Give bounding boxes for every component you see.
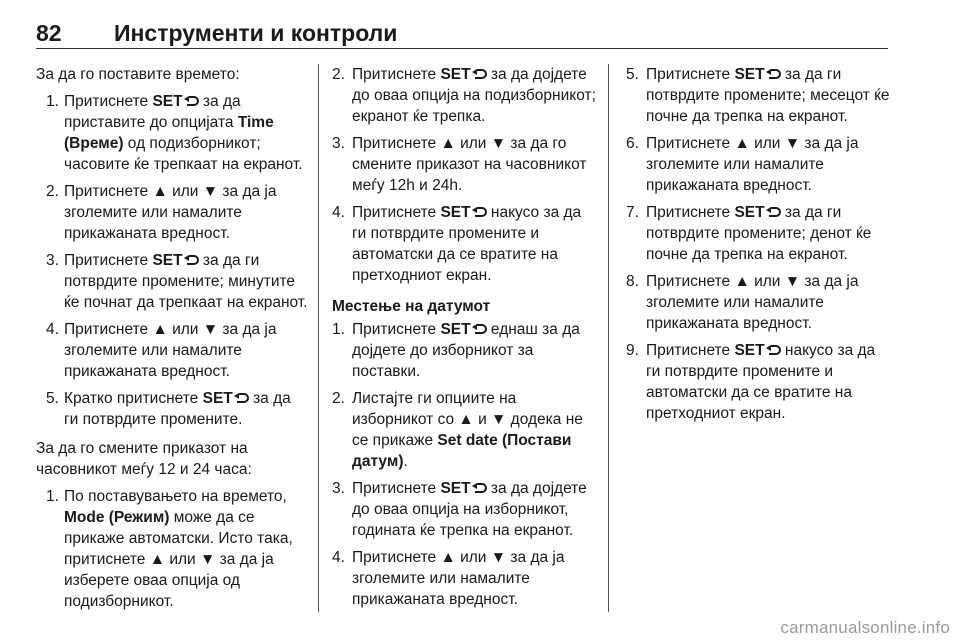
list-item — [332, 319, 598, 382]
step-text: Листајте ги опциите на изборникот со ▲ и ▼ додека не се прикаже — [352, 390, 583, 449]
step-text: Притиснете ▲ или ▼ за да ја зголемите или намалите прикажаната вредност. — [64, 321, 277, 380]
step-list — [36, 91, 308, 430]
step-number: 1. — [46, 93, 59, 110]
column-1 — [36, 64, 308, 620]
step-text: накусо за да ги потврдите промените и автоматски да се вратите на претходниот екран. — [646, 342, 876, 422]
bold-term: SET — [440, 66, 471, 83]
back-arrow-icon — [471, 323, 487, 335]
step-number: 9. — [626, 342, 639, 359]
step-text: Притиснете — [646, 66, 735, 83]
back-arrow-icon — [765, 206, 781, 218]
step-text: од подизборникот; часовите ќе трепкаат на екранот. — [64, 135, 303, 173]
step-number: 4. — [46, 321, 59, 338]
bold-term: Time (Време) — [64, 114, 274, 152]
step-text: за да приставите до опцијата — [64, 93, 241, 131]
list-item — [626, 133, 890, 196]
step-number: 2. — [46, 183, 59, 200]
bold-term: SET — [440, 321, 471, 338]
back-arrow-icon — [765, 344, 781, 356]
list-item — [332, 478, 598, 541]
list-item — [626, 64, 890, 127]
step-text: По поставувањето на времето, — [64, 488, 287, 505]
column-3 — [626, 64, 890, 432]
step-text: Притиснете ▲ или ▼ за да ја зголемите или намалите прикажаната вредност. — [646, 135, 859, 194]
step-text: накусо за да ги потврдите промените и автоматски да се вратите на претходниот екран. — [352, 204, 582, 284]
bold-term: SET — [734, 66, 765, 83]
step-text: Притиснете — [352, 321, 441, 338]
step-text: за да ги потврдите промените; минутите ќе почнат да трепкаат на екранот. — [64, 252, 308, 311]
step-text: за да ги потврдите промените; месецот ќе почне да трепка на екранот. — [646, 66, 890, 125]
step-number: 3. — [46, 252, 59, 269]
list-item — [332, 202, 598, 286]
step-list — [36, 486, 308, 612]
list-item — [626, 271, 890, 334]
bold-term: SET — [202, 390, 233, 407]
column-divider — [608, 64, 609, 612]
step-number: 2. — [332, 390, 345, 407]
bold-term: SET — [734, 342, 765, 359]
step-number: 6. — [626, 135, 639, 152]
bold-term: Mode (Режим) — [64, 509, 170, 526]
back-arrow-icon — [183, 95, 199, 107]
step-text: Притиснете ▲ или ▼ за да ја зголемите или намалите прикажаната вредност. — [64, 183, 277, 242]
back-arrow-icon — [233, 392, 249, 404]
intro-text: За да го поставите времето: — [36, 66, 240, 83]
step-number: 7. — [626, 204, 639, 221]
bold-term: SET — [734, 204, 765, 221]
bold-term: SET — [152, 252, 183, 269]
step-number: 1. — [332, 321, 345, 338]
bold-term: Set date (Постави датум) — [352, 432, 572, 470]
step-text: Притиснете — [64, 252, 153, 269]
back-arrow-icon — [471, 206, 487, 218]
step-text: Притиснете ▲ или ▼ за да ја зголемите или намалите прикажаната вредност. — [646, 273, 859, 332]
page-title: Инструменти и контроли — [114, 20, 398, 46]
list-item — [40, 319, 308, 382]
column-divider — [318, 64, 319, 612]
header-rule — [36, 48, 888, 49]
step-text: Притиснете — [352, 480, 441, 497]
step-number: 4. — [332, 549, 345, 566]
column-2 — [332, 64, 598, 618]
step-text: Притиснете — [646, 204, 735, 221]
step-number: 1. — [46, 488, 59, 505]
section-heading: Местење на датумот — [332, 298, 491, 315]
step-text: за да дојдете до оваа опција на изборникот, годината ќе трепка на екранот. — [352, 480, 587, 539]
intro-text: За да го смените приказот на часовникот меѓу 12 и 24 часа: — [36, 440, 252, 478]
list-item — [332, 388, 598, 472]
list-item — [626, 340, 890, 424]
watermark: carmanualsonline.info — [780, 618, 950, 637]
step-list — [332, 64, 598, 286]
step-text: за да ги потврдите промените. — [64, 390, 291, 428]
back-arrow-icon — [471, 482, 487, 494]
step-number: 3. — [332, 135, 345, 152]
page-header — [36, 6, 888, 50]
bold-term: SET — [440, 480, 471, 497]
step-text: Притиснете — [646, 342, 735, 359]
step-text: Притиснете ▲ или ▼ за да ја зголемите или намалите прикажаната вредност. — [352, 549, 565, 608]
list-item — [40, 250, 308, 313]
step-number: 8. — [626, 273, 639, 290]
step-number: 4. — [332, 204, 345, 221]
step-text: Притиснете ▲ или ▼ за да го смените приказот на часовникот меѓу 12h и 24h. — [352, 135, 587, 194]
bold-term: SET — [440, 204, 471, 221]
step-text: Притиснете — [352, 204, 441, 221]
list-item — [40, 486, 308, 612]
list-item — [332, 133, 598, 196]
back-arrow-icon — [183, 254, 199, 266]
step-number: 2. — [332, 66, 345, 83]
list-item — [332, 547, 598, 610]
list-item — [40, 181, 308, 244]
step-text: еднаш за да дојдете до изборникот за поставки. — [352, 321, 580, 380]
step-text: Притиснете — [64, 93, 153, 110]
list-item — [40, 91, 308, 175]
step-text: . — [403, 453, 408, 470]
step-list — [332, 319, 598, 610]
back-arrow-icon — [765, 68, 781, 80]
list-item — [332, 64, 598, 127]
step-text: за да ги потврдите промените; денот ќе почне да трепка на екранот. — [646, 204, 872, 263]
step-number: 3. — [332, 480, 345, 497]
step-text: може да се прикаже автоматски. Исто така, притиснете ▲ или ▼ за да ја изберете оваа опција од подизборникот. — [64, 509, 293, 610]
step-text: Кратко притиснете — [64, 390, 203, 407]
step-number: 5. — [626, 66, 639, 83]
back-arrow-icon — [471, 68, 487, 80]
list-item — [40, 388, 308, 430]
step-number: 5. — [46, 390, 59, 407]
page-number: 82 — [36, 20, 62, 46]
bold-term: SET — [152, 93, 183, 110]
step-text: Притиснете — [352, 66, 441, 83]
step-text: за да дојдете до оваа опција на подизборникот; екранот ќе трепка. — [352, 66, 596, 125]
step-list — [626, 64, 890, 424]
list-item — [626, 202, 890, 265]
